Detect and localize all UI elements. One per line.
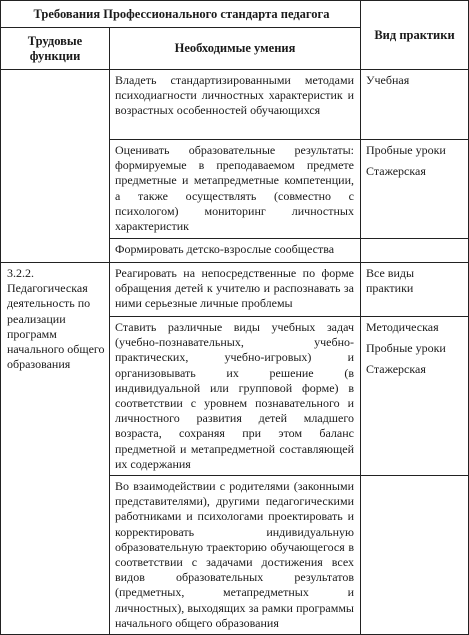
standard-header: Требования Профессионального стандарта педагога xyxy=(1,1,361,28)
skill-cell: Оценивать образовательные результаты: формируемые в преподаваемом предмете предметные и метапредметные компетенции, а также осуществлять (совместно с психологом) мониторинг личностных характеристик xyxy=(110,140,361,239)
skill-cell: Формировать детско-взрослые сообщества xyxy=(110,239,361,263)
practice-cell-empty xyxy=(361,239,469,263)
practice-cell xyxy=(361,140,469,239)
functions-header: Трудовые функции xyxy=(1,28,110,70)
practice-cell-empty xyxy=(361,476,469,635)
skill-cell: Владеть стандартизированными методами психодиагности личностных характеристик и возрастных особенностей обучающихся xyxy=(110,70,361,140)
practice-item: Стажерская xyxy=(366,164,426,179)
skill-cell: Во взаимодействии с родителями (законными представителями), другими педагогическими работниками и психологами проектировать и корректировать индивидуальную образовательную траекторию обучающегося в соответствии с задачами достижения всех видов образовательных результатов (предметных, метапредметных и личностных), выходящих за рамки программы начального общего образования xyxy=(110,476,361,635)
practice-item: Пробные уроки xyxy=(366,341,446,356)
practice-item: Учебная xyxy=(366,73,410,87)
practice-header: Вид практики xyxy=(361,1,469,70)
skill-cell: Реагировать на непосредственные по форме обращения детей к учителю и распознавать за ними серьезные личные проблемы xyxy=(110,263,361,317)
skills-header: Необходимые умения xyxy=(110,28,361,70)
practice-cell xyxy=(361,263,469,317)
skill-cell: Ставить различные виды учебных задач (учебно-познавательных, учебно-практических, учебно-игровых) и организовывать их решение (в индивидуальной или групповой форме) в соответствии с уровнем познавательного и личностного развития детей младшего возраста, сохраняя при этом баланс предметной и метапредметной составляющей их содержания xyxy=(110,317,361,476)
practice-cell xyxy=(361,317,469,476)
practice-cell xyxy=(361,70,469,140)
practice-item: Все виды практики xyxy=(366,266,415,296)
practice-item: Пробные уроки xyxy=(366,143,446,157)
practice-item: Стажерская xyxy=(366,362,426,377)
practice-item: Методическая xyxy=(366,320,439,334)
function-cell-empty xyxy=(1,70,110,263)
function-cell: 3.2.2. Педагогическая деятельность по реализации программ начального общего образования xyxy=(1,263,110,635)
